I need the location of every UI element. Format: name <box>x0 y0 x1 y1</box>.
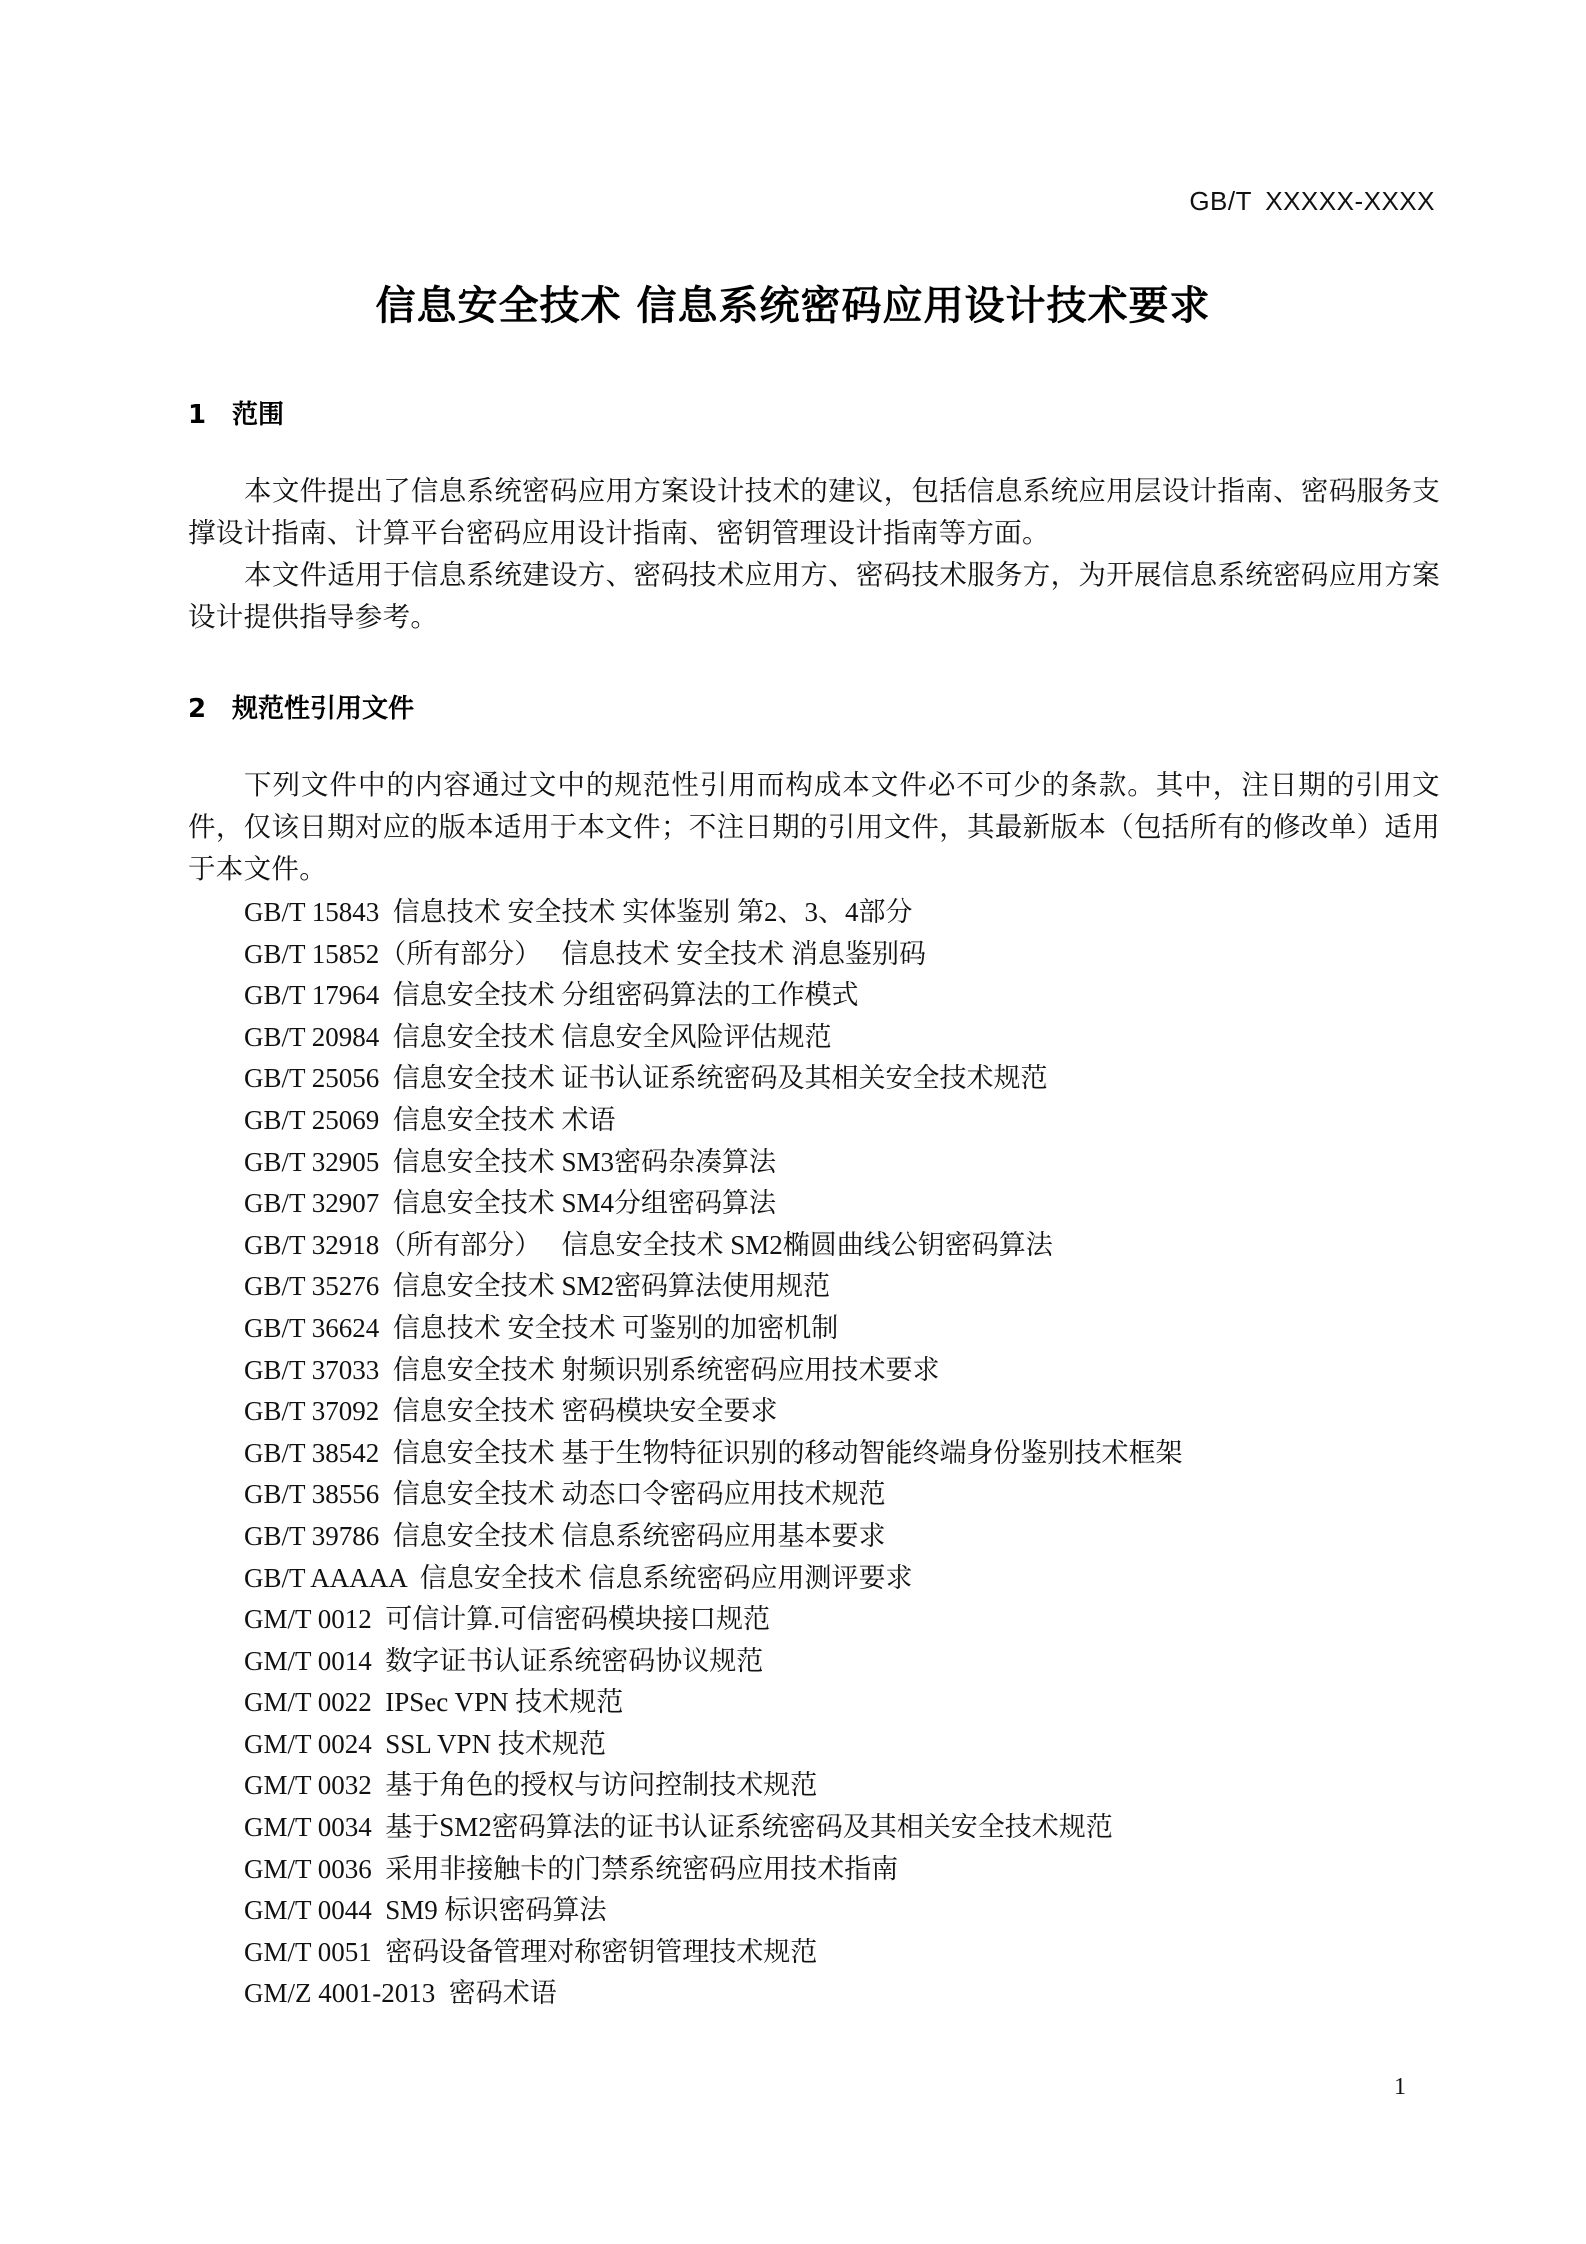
reference-code: GB/T 25056 <box>244 1063 393 1094</box>
reference-item <box>244 1765 1183 1807</box>
references-intro-paragraph: 下列文件中的内容通过文中的规范性引用而构成本文件必不可少的条款。其中，注日期的引用文件，仅该日期对应的版本适用于本文件；不注日期的引用文件，其最新版本（包括所有的修改单）适用于本文件。 <box>188 769 1440 884</box>
reference-title: 信息技术 安全技术 可鉴别的加密机制 <box>392 1312 839 1343</box>
reference-item <box>244 1516 1183 1558</box>
reference-code: GB/T 37092 <box>244 1396 393 1427</box>
reference-code: GB/T 17964 <box>244 980 393 1011</box>
reference-code: GB/T 38542 <box>244 1437 393 1468</box>
reference-code: GB/T 32905 <box>244 1146 393 1177</box>
reference-item <box>244 1100 1183 1142</box>
reference-code: GM/T 0051 <box>244 1936 386 1967</box>
reference-item <box>244 1973 1183 2015</box>
reference-code: GM/T 0032 <box>244 1770 386 1801</box>
reference-code: GB/T 32907 <box>244 1188 393 1219</box>
reference-code: GM/T 0014 <box>244 1645 386 1676</box>
reference-title: 采用非接触卡的门禁系统密码应用技术指南 <box>385 1853 899 1884</box>
section-number: 1 <box>188 400 207 430</box>
reference-code: GM/T 0024 <box>244 1728 386 1759</box>
reference-code: GM/Z 4001-2013 <box>244 1978 449 2009</box>
reference-code: GB/T 25069 <box>244 1104 393 1135</box>
reference-title: SM9 标识密码算法 <box>385 1895 607 1926</box>
reference-item <box>244 1433 1183 1475</box>
reference-item <box>244 1391 1183 1433</box>
scope-paragraph-1: 本文件提出了信息系统密码应用方案设计技术的建议，包括信息系统应用层设计指南、密码服务支撑设计指南、计算平台密码应用设计指南、密钥管理设计指南等方面。 <box>188 475 1440 548</box>
reference-code: GB/T 38556 <box>244 1479 393 1510</box>
reference-title: 信息安全技术 SM2密码算法使用规范 <box>392 1271 831 1302</box>
reference-item <box>244 1807 1183 1849</box>
reference-item <box>244 1724 1183 1766</box>
reference-item <box>244 1058 1183 1100</box>
reference-title: 可信计算.可信密码模块接口规范 <box>385 1604 771 1635</box>
reference-title: 信息安全技术 密码模块安全要求 <box>392 1396 778 1427</box>
reference-item <box>244 1183 1183 1225</box>
reference-item <box>244 1308 1183 1350</box>
reference-code: GB/T 20984 <box>244 1021 393 1052</box>
reference-title: 信息安全技术 信息安全风险评估规范 <box>392 1021 832 1052</box>
reference-title: 基于角色的授权与访问控制技术规范 <box>385 1770 818 1801</box>
section-title: 规范性引用文件 <box>232 694 415 724</box>
reference-item <box>244 1849 1183 1891</box>
reference-code: GB/T 15852（所有部分） <box>244 938 562 969</box>
reference-item <box>244 1932 1183 1974</box>
reference-title: SSL VPN 技术规范 <box>385 1728 606 1759</box>
reference-code: GM/T 0012 <box>244 1604 386 1635</box>
reference-title: 信息安全技术 SM2椭圆曲线公钥密码算法 <box>561 1229 1053 1260</box>
reference-code: GM/T 0044 <box>244 1895 386 1926</box>
reference-title: 信息安全技术 基于生物特征识别的移动智能终端身份鉴别技术框架 <box>392 1437 1183 1468</box>
scope-paragraph-2: 本文件适用于信息系统建设方、密码技术应用方、密码技术服务方，为开展信息系统密码应用方案设计提供指导参考。 <box>188 559 1440 632</box>
reference-code: GB/T 37033 <box>244 1354 393 1385</box>
document-title: 信息安全技术 信息系统密码应用设计技术要求 <box>375 283 1211 329</box>
reference-title: 信息技术 安全技术 消息鉴别码 <box>561 938 927 969</box>
page-number: 1 <box>1394 2074 1406 2100</box>
reference-item <box>244 1017 1183 1059</box>
reference-item <box>244 1890 1183 1932</box>
reference-item <box>244 975 1183 1017</box>
reference-item <box>244 1266 1183 1308</box>
reference-code: GB/T 36624 <box>244 1312 393 1343</box>
reference-title: 信息安全技术 证书认证系统密码及其相关安全技术规范 <box>392 1063 1048 1094</box>
reference-title: 信息安全技术 SM4分组密码算法 <box>392 1188 777 1219</box>
section-heading-normative-references <box>188 688 414 725</box>
reference-item <box>244 1599 1183 1641</box>
section-number: 2 <box>188 694 207 724</box>
reference-title: 密码术语 <box>448 1978 557 2009</box>
reference-title: 信息安全技术 动态口令密码应用技术规范 <box>392 1479 886 1510</box>
reference-code: GB/T 15843 <box>244 897 393 927</box>
reference-code: GM/T 0034 <box>244 1812 386 1843</box>
reference-title: IPSec VPN 技术规范 <box>385 1687 624 1718</box>
standard-code: GB/T XXXXX-XXXX <box>1189 186 1435 216</box>
reference-item <box>244 934 1183 976</box>
reference-code: GB/T AAAAA <box>244 1562 420 1593</box>
reference-title: 信息安全技术 SM3密码杂凑算法 <box>392 1146 777 1177</box>
reference-title: 信息安全技术 射频识别系统密码应用技术要求 <box>392 1354 940 1385</box>
reference-item <box>244 1142 1183 1184</box>
reference-title: 基于SM2密码算法的证书认证系统密码及其相关安全技术规范 <box>385 1812 1113 1843</box>
reference-item <box>244 1474 1183 1516</box>
section-title: 范围 <box>232 400 285 430</box>
reference-title: 信息安全技术 信息系统密码应用测评要求 <box>419 1562 913 1593</box>
reference-title: 信息安全技术 术语 <box>392 1104 616 1135</box>
reference-code: GB/T 39786 <box>244 1520 393 1551</box>
reference-item <box>244 1225 1183 1267</box>
reference-code: GB/T 32918（所有部分） <box>244 1229 562 1260</box>
reference-item <box>244 1350 1183 1392</box>
reference-code: GB/T 35276 <box>244 1271 393 1302</box>
reference-item <box>244 1682 1183 1724</box>
reference-title: 信息安全技术 分组密码算法的工作模式 <box>392 980 859 1011</box>
reference-item <box>244 1641 1183 1683</box>
reference-code: GM/T 0022 <box>244 1687 386 1718</box>
reference-title: 信息安全技术 信息系统密码应用基本要求 <box>392 1520 886 1551</box>
reference-title: 信息技术 安全技术 实体鉴别 第2、3、4部分 <box>392 897 913 927</box>
section-heading-scope <box>188 394 284 431</box>
reference-title: 密码设备管理对称密钥管理技术规范 <box>385 1936 818 1967</box>
reference-title: 数字证书认证系统密码协议规范 <box>385 1645 764 1676</box>
reference-item <box>244 892 1183 934</box>
reference-code: GM/T 0036 <box>244 1853 386 1884</box>
reference-list <box>244 892 1183 2015</box>
reference-item <box>244 1558 1183 1600</box>
